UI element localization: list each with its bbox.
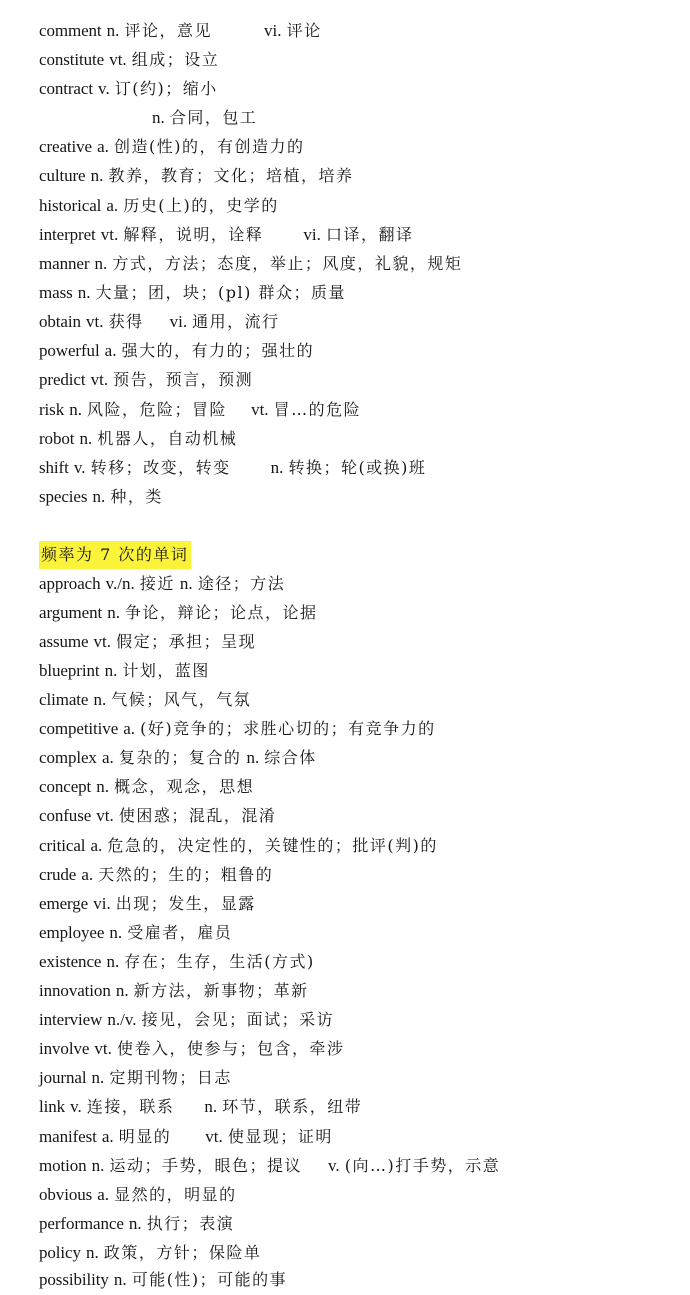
- entry-word: approach: [39, 574, 101, 593]
- vocab-entry: [39, 1181, 237, 1209]
- entry-definition-2: 评论: [286, 21, 322, 40]
- entry-pos: n.: [115, 981, 129, 1000]
- entry-definition: 强大的，有力的；强壮的: [121, 341, 315, 360]
- entry-pos: vt.: [93, 632, 112, 651]
- entry-definition: 使困惑；混乱，混淆: [118, 806, 277, 825]
- entry-word: obvious: [39, 1185, 93, 1204]
- entry-pos: n.: [106, 21, 120, 40]
- entry-pos: v.: [70, 1097, 82, 1116]
- entry-pos-2: n.: [204, 1097, 218, 1116]
- entry-pos: vt.: [109, 50, 127, 69]
- vocab-entry: [39, 1035, 344, 1063]
- vocab-entry: [39, 133, 304, 161]
- entry-pos: n.: [69, 400, 82, 419]
- entry-pos: a.: [104, 341, 117, 360]
- entry-definition: 争论，辩论；论点，论据: [125, 603, 318, 622]
- entry-pos: vt.: [94, 1039, 112, 1058]
- vocab-entry: [39, 250, 462, 278]
- entry-word: climate: [39, 690, 89, 709]
- entry-word: manner: [39, 254, 90, 273]
- entry-word: comment: [39, 21, 102, 40]
- entry-word: culture: [39, 166, 86, 185]
- entry-word: powerful: [39, 341, 100, 360]
- entry-word: argument: [39, 603, 103, 622]
- vocab-entry: [39, 1239, 261, 1267]
- entry-pos: vi.: [93, 894, 111, 913]
- vocab-entry: [39, 919, 232, 947]
- vocab-entry: [39, 162, 353, 190]
- entry-pos: n.: [91, 1068, 105, 1087]
- entry-definition: 计划，蓝图: [122, 661, 210, 680]
- entry-word: creative: [39, 137, 92, 156]
- entry-pos: n.: [86, 1243, 99, 1262]
- entry-word: policy: [39, 1243, 81, 1262]
- entry-word: contract: [39, 79, 93, 98]
- entry-word: existence: [39, 952, 102, 971]
- vocab-entry: [39, 221, 413, 249]
- entry-definition: 危急的，决定性的，关键性的；批评(判)的: [107, 836, 438, 855]
- entry-definition: 概念，观念，思想: [114, 777, 255, 796]
- vocab-entry: [39, 1266, 287, 1294]
- entry-pos: vt.: [96, 806, 114, 825]
- entry-pos: a.: [101, 748, 114, 767]
- entry-definition: 接见，会见；面试；采访: [141, 1010, 335, 1029]
- vocab-entry: [39, 17, 322, 45]
- vocab-entry: [39, 890, 256, 918]
- vocab-entry: [39, 1123, 333, 1151]
- entry-definition: 定期刊物；日志: [109, 1068, 232, 1087]
- entry-definition: 新方法，新事物；革新: [133, 981, 309, 1000]
- vocab-entry: [39, 1006, 334, 1034]
- entry-word: innovation: [39, 981, 111, 1000]
- entry-pos: n.: [128, 1214, 142, 1233]
- entry-pos: n.: [96, 777, 110, 796]
- entry-word: interpret: [39, 225, 96, 244]
- entry-word: confuse: [39, 806, 92, 825]
- entry-word: employee: [39, 923, 105, 942]
- entry-definition: 连接，联系: [86, 1097, 175, 1116]
- entry-definition: 可能(性)；可能的事: [131, 1270, 288, 1289]
- entry-pos: a.: [101, 1127, 114, 1146]
- entry-pos-2: vi.: [169, 312, 188, 331]
- entry-definition: 合同，包工: [169, 108, 258, 127]
- entry-word: possibility: [39, 1270, 109, 1289]
- entry-definition: 接近: [139, 574, 175, 593]
- entry-definition: 评论，意见: [124, 21, 213, 40]
- entry-word: species: [39, 487, 88, 506]
- entry-word: interview: [39, 1010, 103, 1029]
- entry-pos: n.: [104, 661, 118, 680]
- vocab-entry: [39, 657, 210, 685]
- entry-definition: 显然的，明显的: [114, 1185, 237, 1204]
- entry-word: competitive: [39, 719, 119, 738]
- vocab-entry: [39, 1064, 232, 1092]
- vocab-entry: [39, 1210, 234, 1238]
- entry-definition: 种，类: [110, 487, 163, 506]
- vocab-entry: [39, 1093, 362, 1121]
- entry-word: performance: [39, 1214, 124, 1233]
- entry-definition-2: 使显现；证明: [227, 1127, 333, 1146]
- vocab-entry: [39, 366, 253, 394]
- entry-word: involve: [39, 1039, 90, 1058]
- vocab-entry: [39, 337, 314, 365]
- entry-pos: n.: [79, 429, 93, 448]
- entry-pos: v.: [98, 79, 110, 98]
- vocab-entry: [39, 483, 163, 511]
- entry-pos: n.: [93, 690, 107, 709]
- entry-pos: a.: [97, 1185, 110, 1204]
- entry-pos: vt.: [100, 225, 119, 244]
- entry-pos: vt.: [90, 370, 109, 389]
- entry-pos: a.: [123, 719, 136, 738]
- entry-pos: v.: [73, 458, 86, 477]
- entry-definition: 明显的: [118, 1127, 172, 1146]
- entry-word: concept: [39, 777, 92, 796]
- entry-definition: 转移；改变，转变: [90, 458, 231, 477]
- entry-pos: a.: [90, 836, 103, 855]
- vocab-entry: [39, 75, 218, 103]
- entry-word: assume: [39, 632, 89, 651]
- entry-pos-2: vi.: [303, 225, 321, 244]
- entry-definition: (好)竞争的；求胜心切的；有竞争力的: [140, 719, 436, 738]
- entry-word: emerge: [39, 894, 89, 913]
- vocab-entry: [39, 46, 219, 74]
- vocab-entry: [39, 396, 361, 424]
- entry-word: predict: [39, 370, 86, 389]
- vocab-entry: [39, 628, 256, 656]
- entry-pos: n.: [77, 283, 91, 302]
- entry-word: mass: [39, 283, 73, 302]
- entry-word: crude: [39, 865, 77, 884]
- vocab-entry: [39, 425, 237, 453]
- entry-definition: 复杂的；复合的: [118, 748, 242, 767]
- entry-pos: n.: [152, 108, 165, 127]
- entry-pos-2: n.: [270, 458, 284, 477]
- entry-word: shift: [39, 458, 69, 477]
- entry-definition: 组成；设立: [131, 50, 220, 69]
- entry-word: robot: [39, 429, 75, 448]
- entry-word: complex: [39, 748, 97, 767]
- entry-word: motion: [39, 1156, 87, 1175]
- entry-definition: 解释，说明，诠释: [123, 225, 264, 244]
- vocab-entry: [39, 454, 426, 482]
- entry-word: risk: [39, 400, 65, 419]
- vocab-entry: [39, 744, 317, 772]
- entry-pos: n./v.: [107, 1010, 137, 1029]
- entry-definition-2: 通用，流行: [192, 312, 280, 331]
- entry-definition: 预告，预言，预测: [113, 370, 254, 389]
- entry-definition-2: 冒…的危险: [273, 400, 362, 419]
- entry-word: constitute: [39, 50, 105, 69]
- entry-definition-2: (向…)打手势，示意: [344, 1156, 501, 1175]
- vocab-entry: [39, 308, 280, 336]
- entry-definition: 使卷入，使参与；包含，牵涉: [116, 1039, 345, 1058]
- entry-definition: 机器人，自动机械: [97, 429, 238, 448]
- entry-pos: n.: [91, 1156, 105, 1175]
- entry-pos: n.: [92, 487, 106, 506]
- entry-pos: n.: [107, 603, 120, 622]
- entry-definition: 运动；手势，眼色；提议: [109, 1156, 303, 1175]
- entry-definition: 天然的；生的；粗鲁的: [98, 865, 274, 884]
- vocab-entry: [39, 1152, 500, 1180]
- entry-pos: a.: [81, 865, 94, 884]
- entry-definition: 教养，教育；文化；培植，培养: [108, 166, 354, 185]
- entry-pos-2: vi.: [264, 21, 282, 40]
- vocab-entry: [39, 192, 279, 220]
- vocab-entry: [39, 279, 346, 307]
- entry-pos: n.: [90, 166, 104, 185]
- entry-definition-2: 途径；方法: [197, 574, 286, 593]
- entry-definition: 受雇者，雇员: [127, 923, 233, 942]
- vocab-entry: [39, 832, 438, 860]
- entry-definition: 订(约)；缩小: [114, 79, 218, 98]
- entry-word: historical: [39, 196, 102, 215]
- entry-pos: v./n.: [105, 574, 135, 593]
- entry-definition: 获得: [108, 312, 144, 331]
- entry-definition: 创造(性)的，有创造力的: [113, 137, 305, 156]
- entry-definition: 风险，危险；冒险: [87, 400, 228, 419]
- vocab-entry: [39, 599, 318, 627]
- entry-definition: 存在；生存，生活(方式): [124, 952, 315, 971]
- entry-pos-2: vt.: [205, 1127, 223, 1146]
- entry-pos-2: vt.: [251, 400, 269, 419]
- entry-definition: 方式，方法；态度，举止；风度，礼貌，规矩: [112, 254, 463, 273]
- vocab-entry: [39, 977, 309, 1005]
- entry-definition: 出现；发生，显露: [115, 894, 256, 913]
- entry-pos-2: v.: [328, 1156, 340, 1175]
- entry-definition: 政策，方针；保险单: [103, 1243, 262, 1262]
- vocab-entry: [39, 802, 276, 830]
- entry-pos-2: n.: [179, 574, 193, 593]
- entry-pos: a.: [97, 137, 109, 156]
- entry-pos: vt.: [86, 312, 104, 331]
- entry-word: manifest: [39, 1127, 97, 1146]
- entry-word: obtain: [39, 312, 81, 331]
- entry-definition: 假定；承担；呈现: [116, 632, 257, 651]
- entry-word: journal: [39, 1068, 87, 1087]
- section-heading-frequency-7: 频率为 7 次的单词: [39, 541, 191, 569]
- vocab-entry: [39, 686, 251, 714]
- entry-pos: n.: [106, 952, 120, 971]
- vocab-entry: [39, 715, 436, 743]
- vocab-entry-continuation: [152, 104, 257, 132]
- vocab-entry: [39, 773, 254, 801]
- entry-definition: 大量；团，块；(pl) 群众；质量: [95, 283, 346, 302]
- entry-definition-2: 综合体: [264, 748, 317, 767]
- vocab-entry: [39, 861, 273, 889]
- vocab-entry: [39, 570, 285, 598]
- vocab-entry: [39, 948, 315, 976]
- entry-pos-2: n.: [246, 748, 260, 767]
- entry-word: critical: [39, 836, 86, 855]
- entry-word: link: [39, 1097, 66, 1116]
- entry-pos: n.: [113, 1270, 127, 1289]
- entry-word: blueprint: [39, 661, 100, 680]
- entry-pos: a.: [106, 196, 119, 215]
- entry-definition: 历史(上)的，史学的: [123, 196, 279, 215]
- entry-definition-2: 转换；轮(或换)班: [288, 458, 427, 477]
- entry-pos: n.: [109, 923, 123, 942]
- entry-definition: 气候；风气，气氛: [111, 690, 252, 709]
- entry-pos: n.: [94, 254, 108, 273]
- entry-definition: 执行；表演: [146, 1214, 235, 1233]
- entry-definition-2: 环节，联系，纽带: [222, 1097, 363, 1116]
- entry-definition-2: 口译，翻译: [325, 225, 414, 244]
